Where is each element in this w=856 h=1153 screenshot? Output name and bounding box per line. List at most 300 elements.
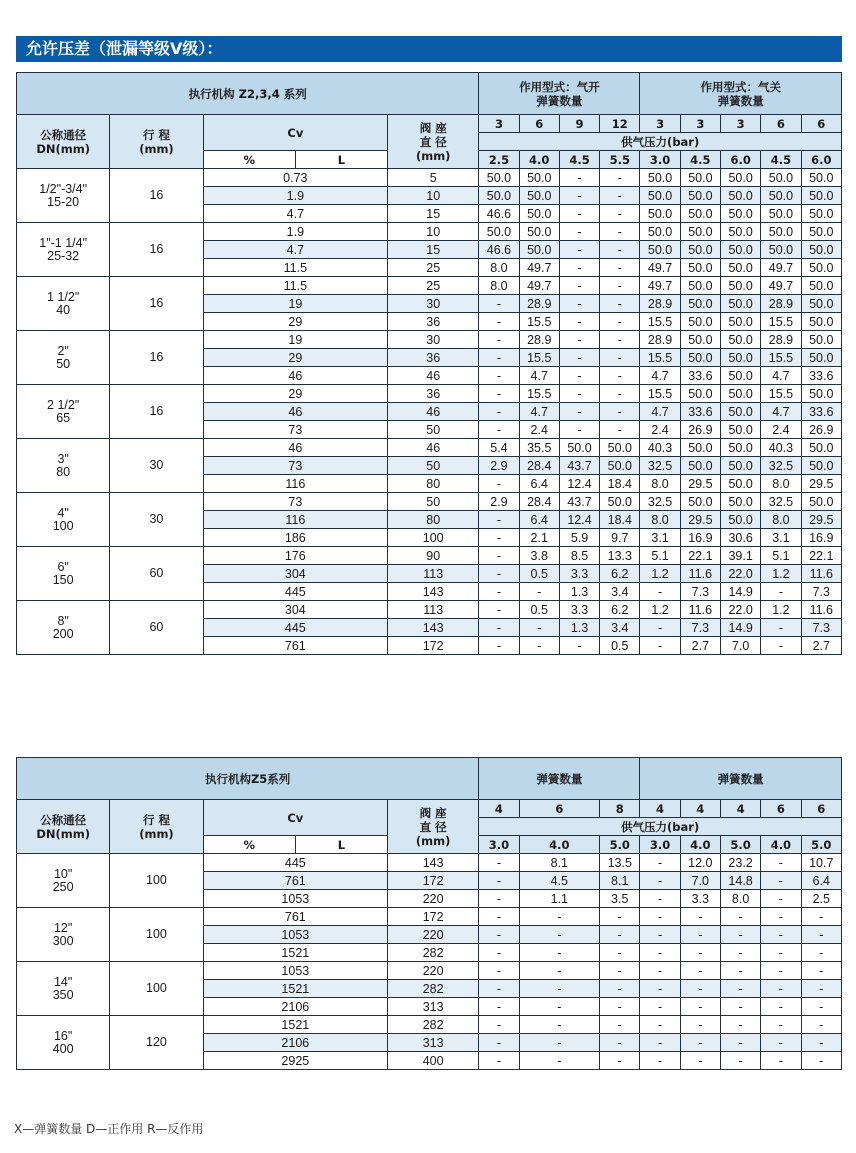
- pressure-cell: -: [761, 890, 801, 908]
- cv-percent-header: %: [203, 836, 295, 854]
- pressure-cell: -: [479, 637, 519, 655]
- series-title: 执行机构 Z2,3,4 系列: [17, 73, 479, 115]
- pressure-cell: 50.0: [721, 385, 761, 403]
- cv-cell: 1521: [203, 980, 387, 998]
- pressure-cell: -: [479, 313, 519, 331]
- pressure-cell: -: [761, 926, 801, 944]
- pressure-cell: 50.0: [600, 493, 640, 511]
- spring-count: 8: [600, 800, 640, 818]
- pressure-cell: -: [519, 926, 600, 944]
- pressure-cell: -: [559, 403, 599, 421]
- cv-cell: 46: [203, 403, 388, 421]
- dn-cell: 3" 80: [17, 439, 110, 493]
- cv-cell: 1521: [203, 944, 387, 962]
- pressure-cell: -: [640, 890, 680, 908]
- pressure-cell: -: [720, 1016, 760, 1034]
- pressure-cell: -: [479, 962, 519, 980]
- spring-count: 3: [640, 115, 680, 133]
- pressure-cell: -: [519, 637, 559, 655]
- pressure-cell: 14.9: [721, 619, 761, 637]
- spring-count: 4: [479, 800, 519, 818]
- supply-pressure: 4.0: [519, 151, 559, 169]
- seat-cell: 80: [388, 511, 479, 529]
- pressure-cell: -: [479, 1034, 519, 1052]
- pressure-cell: -: [720, 1034, 760, 1052]
- pressure-cell: 50.0: [801, 277, 841, 295]
- pressure-cell: -: [761, 872, 801, 890]
- cv-cell: 116: [203, 511, 388, 529]
- pressure-cell: -: [600, 349, 640, 367]
- pressure-cell: 49.7: [519, 277, 559, 295]
- pressure-cell: 28.9: [640, 295, 680, 313]
- pressure-cell: 50.0: [721, 313, 761, 331]
- cv-cell: 19: [203, 295, 388, 313]
- series-title: 执行机构Z5系列: [17, 758, 479, 800]
- pressure-cell: 15.5: [640, 313, 680, 331]
- pressure-cell: 15.5: [761, 313, 801, 331]
- pressure-cell: 50.0: [600, 439, 640, 457]
- pressure-cell: -: [600, 421, 640, 439]
- pressure-cell: -: [720, 908, 760, 926]
- cv-header: Cv: [203, 800, 387, 836]
- cv-cell: 445: [203, 583, 388, 601]
- cv-cell: 445: [203, 854, 387, 872]
- pressure-cell: 50.0: [640, 169, 680, 187]
- pressure-cell: 33.6: [680, 367, 720, 385]
- pressure-cell: -: [519, 583, 559, 601]
- pressure-cell: -: [600, 331, 640, 349]
- pressure-cell: 32.5: [761, 457, 801, 475]
- table-row: [17, 493, 842, 511]
- pressure-cell: 8.5: [559, 547, 599, 565]
- cv-cell: 2106: [203, 998, 387, 1016]
- pressure-cell: -: [680, 1034, 720, 1052]
- pressure-cell: 3.5: [600, 890, 640, 908]
- pressure-cell: 50.0: [680, 331, 720, 349]
- pressure-cell: 7.3: [680, 583, 720, 601]
- cv-linear-header: L: [295, 151, 387, 169]
- table-row: [17, 277, 842, 295]
- cv-cell: 1.9: [203, 187, 388, 205]
- pressure-cell: -: [559, 313, 599, 331]
- pressure-cell: 28.4: [519, 493, 559, 511]
- pressure-cell: 32.5: [640, 457, 680, 475]
- cv-cell: 445: [203, 619, 388, 637]
- pressure-cell: -: [479, 331, 519, 349]
- seat-cell: 143: [388, 854, 479, 872]
- pressure-cell: -: [600, 1016, 640, 1034]
- stroke-cell: 120: [110, 1016, 203, 1070]
- pressure-cell: -: [720, 962, 760, 980]
- pressure-cell: 50.0: [721, 511, 761, 529]
- cv-cell: 19: [203, 331, 388, 349]
- pressure-cell: -: [479, 349, 519, 367]
- pressure-cell: -: [801, 926, 841, 944]
- pressure-cell: -: [720, 926, 760, 944]
- seat-cell: 46: [388, 367, 479, 385]
- pressure-cell: 26.9: [801, 421, 841, 439]
- supply-pressure: 3.0: [640, 151, 680, 169]
- pressure-cell: 3.3: [559, 601, 599, 619]
- pressure-cell: -: [600, 980, 640, 998]
- pressure-cell: 50.0: [721, 493, 761, 511]
- pressure-cell: -: [519, 1034, 600, 1052]
- pressure-cell: 3.3: [559, 565, 599, 583]
- pressure-cell: 50.0: [721, 295, 761, 313]
- pressure-cell: 33.6: [801, 403, 841, 421]
- pressure-cell: 50.0: [801, 313, 841, 331]
- pressure-cell: 8.0: [761, 511, 801, 529]
- pressure-cell: -: [479, 547, 519, 565]
- pressure-cell: -: [600, 908, 640, 926]
- cv-header: Cv: [203, 115, 388, 151]
- pressure-cell: 50.0: [680, 259, 720, 277]
- pressure-cell: -: [680, 1052, 720, 1070]
- pressure-cell: 50.0: [680, 493, 720, 511]
- pressure-cell: 50.0: [680, 205, 720, 223]
- cv-cell: 1.9: [203, 223, 388, 241]
- pressure-cell: -: [680, 908, 720, 926]
- pressure-cell: -: [600, 926, 640, 944]
- pressure-cell: 15.5: [519, 349, 559, 367]
- pressure-cell: 7.3: [680, 619, 720, 637]
- pressure-cell: -: [761, 583, 801, 601]
- table-row: [17, 908, 842, 926]
- pressure-cell: -: [801, 908, 841, 926]
- pressure-cell: -: [761, 980, 801, 998]
- pressure-cell: 15.5: [519, 385, 559, 403]
- dn-cell: 10" 250: [17, 854, 110, 908]
- stroke-header: 行 程 (mm): [110, 115, 203, 169]
- pressure-cell: -: [559, 637, 599, 655]
- pressure-cell: 15.5: [519, 313, 559, 331]
- pressure-cell: -: [479, 385, 519, 403]
- pressure-cell: 50.0: [640, 187, 680, 205]
- pressure-cell: 28.9: [519, 295, 559, 313]
- stroke-cell: 100: [110, 854, 203, 908]
- pressure-cell: 28.4: [519, 457, 559, 475]
- seat-cell: 50: [388, 421, 479, 439]
- pressure-cell: 8.0: [479, 277, 519, 295]
- pressure-cell: -: [801, 980, 841, 998]
- pressure-cell: 2.5: [801, 890, 841, 908]
- pressure-cell: 50.0: [680, 385, 720, 403]
- pressure-cell: -: [479, 529, 519, 547]
- pressure-cell: -: [600, 295, 640, 313]
- pressure-cell: 50.0: [801, 457, 841, 475]
- pressure-cell: -: [640, 908, 680, 926]
- spring-count: 9: [559, 115, 599, 133]
- seat-cell: 15: [388, 241, 479, 259]
- stroke-cell: 30: [110, 439, 203, 493]
- pressure-cell: -: [640, 1034, 680, 1052]
- supply-pressure-label: 供气压力(bar): [479, 133, 842, 151]
- pressure-cell: 50.0: [600, 457, 640, 475]
- pressure-cell: 50.0: [680, 295, 720, 313]
- pressure-cell: 50.0: [721, 169, 761, 187]
- dn-cell: 8" 200: [17, 601, 110, 655]
- supply-pressure-label: 供气压力(bar): [479, 818, 842, 836]
- pressure-cell: -: [559, 241, 599, 259]
- pressure-cell: 50.0: [801, 205, 841, 223]
- open-type-header: 弹簧数量: [479, 758, 640, 800]
- pressure-cell: -: [559, 259, 599, 277]
- pressure-cell: 5.9: [559, 529, 599, 547]
- pressure-cell: 50.0: [721, 475, 761, 493]
- pressure-cell: 1.2: [761, 601, 801, 619]
- dn-cell: 16" 400: [17, 1016, 110, 1070]
- pressure-cell: -: [680, 962, 720, 980]
- pressure-cell: 50.0: [721, 421, 761, 439]
- pressure-cell: -: [600, 944, 640, 962]
- pressure-cell: -: [479, 854, 519, 872]
- dn-header: 公称通径 DN(mm): [17, 115, 110, 169]
- pressure-cell: -: [479, 511, 519, 529]
- table-row: [17, 331, 842, 349]
- pressure-cell: -: [761, 944, 801, 962]
- pressure-cell: 6.2: [600, 565, 640, 583]
- pressure-cell: -: [519, 944, 600, 962]
- pressure-cell: 8.0: [479, 259, 519, 277]
- pressure-cell: 29.5: [680, 511, 720, 529]
- pressure-cell: 50.0: [801, 241, 841, 259]
- pressure-cell: 35.5: [519, 439, 559, 457]
- seat-cell: 143: [388, 619, 479, 637]
- dn-cell: 12" 300: [17, 908, 110, 962]
- pressure-cell: 28.9: [761, 331, 801, 349]
- pressure-cell: 50.0: [680, 457, 720, 475]
- pressure-cell: 30.6: [721, 529, 761, 547]
- pressure-cell: -: [600, 259, 640, 277]
- stroke-cell: 16: [110, 385, 203, 439]
- pressure-cell: 50.0: [680, 241, 720, 259]
- pressure-cell: -: [720, 998, 760, 1016]
- pressure-cell: -: [600, 277, 640, 295]
- seat-cell: 25: [388, 277, 479, 295]
- pressure-cell: 29.5: [801, 511, 841, 529]
- pressure-cell: 3.1: [761, 529, 801, 547]
- pressure-cell: -: [559, 367, 599, 385]
- pressure-cell: 15.5: [640, 349, 680, 367]
- dn-header: 公称通径 DN(mm): [17, 800, 110, 854]
- pressure-cell: 22.1: [680, 547, 720, 565]
- pressure-cell: 50.0: [559, 439, 599, 457]
- footnote: X—弹簧数量 D—正作用 R—反作用: [14, 1122, 204, 1136]
- pressure-cell: 28.9: [640, 331, 680, 349]
- cv-cell: 73: [203, 493, 388, 511]
- pressure-cell: -: [479, 583, 519, 601]
- pressure-cell: -: [479, 1052, 519, 1070]
- pressure-cell: 39.1: [721, 547, 761, 565]
- pressure-cell: -: [600, 385, 640, 403]
- pressure-cell: 2.7: [680, 637, 720, 655]
- pressure-cell: 29.5: [680, 475, 720, 493]
- pressure-cell: 50.0: [680, 349, 720, 367]
- pressure-cell: -: [680, 998, 720, 1016]
- pressure-cell: 4.7: [761, 403, 801, 421]
- pressure-cell: -: [479, 421, 519, 439]
- pressure-cell: 3.4: [600, 619, 640, 637]
- pressure-cell: -: [479, 475, 519, 493]
- cv-cell: 761: [203, 872, 387, 890]
- pressure-cell: 3.8: [519, 547, 559, 565]
- seat-cell: 5: [388, 169, 479, 187]
- pressure-cell: -: [640, 962, 680, 980]
- pressure-cell: -: [479, 295, 519, 313]
- pressure-cell: 28.9: [761, 295, 801, 313]
- pressure-cell: 50.0: [640, 205, 680, 223]
- supply-pressure: 3.0: [479, 836, 519, 854]
- pressure-cell: -: [600, 241, 640, 259]
- pressure-cell: 50.0: [479, 169, 519, 187]
- pressure-cell: 50.0: [721, 223, 761, 241]
- pressure-cell: -: [479, 1016, 519, 1034]
- pressure-cell: -: [559, 385, 599, 403]
- dn-cell: 1/2"-3/4" 15-20: [17, 169, 110, 223]
- pressure-cell: 49.7: [761, 259, 801, 277]
- pressure-cell: 50.0: [721, 439, 761, 457]
- cv-cell: 761: [203, 908, 387, 926]
- pressure-cell: 46.6: [479, 205, 519, 223]
- table-row: [17, 169, 842, 187]
- pressure-cell: 50.0: [761, 169, 801, 187]
- pressure-cell: 50.0: [801, 349, 841, 367]
- dn-cell: 4" 100: [17, 493, 110, 547]
- pressure-cell: 50.0: [680, 277, 720, 295]
- pressure-cell: 7.0: [721, 637, 761, 655]
- pressure-cell: 1.3: [559, 619, 599, 637]
- stroke-cell: 100: [110, 962, 203, 1016]
- pressure-cell: 0.5: [600, 637, 640, 655]
- pressure-cell: -: [801, 1052, 841, 1070]
- pressure-cell: -: [559, 169, 599, 187]
- seat-cell: 30: [388, 295, 479, 313]
- pressure-cell: 2.4: [519, 421, 559, 439]
- pressure-cell: 50.0: [519, 169, 559, 187]
- cv-cell: 29: [203, 313, 388, 331]
- pressure-cell: -: [761, 619, 801, 637]
- pressure-cell: 50.0: [680, 223, 720, 241]
- pressure-cell: 1.2: [640, 601, 680, 619]
- pressure-cell: -: [519, 980, 600, 998]
- spring-count: 4: [640, 800, 680, 818]
- table-row: [17, 439, 842, 457]
- cv-cell: 73: [203, 457, 388, 475]
- pressure-cell: 32.5: [761, 493, 801, 511]
- pressure-cell: -: [519, 1016, 600, 1034]
- cv-cell: 73: [203, 421, 388, 439]
- pressure-cell: -: [801, 944, 841, 962]
- pressure-cell: 3.4: [600, 583, 640, 601]
- spring-count: 6: [801, 115, 841, 133]
- pressure-cell: 10.7: [801, 854, 841, 872]
- seat-cell: 220: [388, 926, 479, 944]
- pressure-cell: -: [640, 998, 680, 1016]
- pressure-cell: 50.0: [801, 187, 841, 205]
- pressure-cell: 0.5: [519, 565, 559, 583]
- pressure-cell: 8.1: [519, 854, 600, 872]
- pressure-cell: -: [479, 601, 519, 619]
- pressure-cell: -: [600, 998, 640, 1016]
- pressure-cell: -: [559, 295, 599, 313]
- pressure-cell: -: [720, 944, 760, 962]
- pressure-cell: -: [600, 205, 640, 223]
- seat-cell: 15: [388, 205, 479, 223]
- pressure-cell: 50.0: [680, 439, 720, 457]
- pressure-cell: 50.0: [519, 205, 559, 223]
- cv-cell: 1053: [203, 926, 387, 944]
- cv-cell: 761: [203, 637, 388, 655]
- cv-cell: 29: [203, 349, 388, 367]
- pressure-cell: 28.9: [519, 331, 559, 349]
- pressure-cell: -: [479, 367, 519, 385]
- seat-cell: 46: [388, 403, 479, 421]
- seat-cell: 30: [388, 331, 479, 349]
- pressure-cell: 15.5: [761, 385, 801, 403]
- table-row: [17, 223, 842, 241]
- pressure-cell: -: [640, 872, 680, 890]
- pressure-cell: -: [801, 998, 841, 1016]
- pressure-cell: -: [761, 998, 801, 1016]
- pressure-cell: 4.7: [640, 367, 680, 385]
- pressure-cell: 50.0: [479, 223, 519, 241]
- spring-count: 6: [761, 800, 801, 818]
- pressure-cell: 2.4: [640, 421, 680, 439]
- table-row: [17, 1016, 842, 1034]
- seat-cell: 10: [388, 187, 479, 205]
- seat-cell: 113: [388, 601, 479, 619]
- cv-cell: 4.7: [203, 241, 388, 259]
- seat-cell: 282: [388, 944, 479, 962]
- pressure-cell: 50.0: [680, 169, 720, 187]
- seat-cell: 50: [388, 457, 479, 475]
- pressure-cell: 22.1: [801, 547, 841, 565]
- page-title: 允许压差（泄漏等级V级）：: [16, 36, 842, 62]
- pressure-cell: -: [479, 926, 519, 944]
- pressure-cell: 50.0: [721, 187, 761, 205]
- pressure-cell: 1.3: [559, 583, 599, 601]
- seat-cell: 172: [388, 637, 479, 655]
- pressure-cell: 15.5: [640, 385, 680, 403]
- pressure-cell: 6.4: [801, 872, 841, 890]
- pressure-cell: 50.0: [519, 241, 559, 259]
- pressure-cell: -: [640, 619, 680, 637]
- pressure-cell: -: [519, 908, 600, 926]
- cv-cell: 11.5: [203, 277, 388, 295]
- cv-cell: 1053: [203, 890, 387, 908]
- dn-cell: 6" 150: [17, 547, 110, 601]
- pressure-cell: 5.1: [640, 547, 680, 565]
- table-row: [17, 962, 842, 980]
- pressure-cell: -: [640, 583, 680, 601]
- seat-cell: 50: [388, 493, 479, 511]
- pressure-cell: -: [640, 926, 680, 944]
- pressure-cell: -: [479, 908, 519, 926]
- pressure-cell: 29.5: [801, 475, 841, 493]
- pressure-cell: 14.9: [721, 583, 761, 601]
- cv-percent-header: %: [203, 151, 295, 169]
- pressure-cell: -: [600, 187, 640, 205]
- pressure-cell: -: [479, 944, 519, 962]
- stroke-cell: 60: [110, 601, 203, 655]
- table-row: [17, 547, 842, 565]
- pressure-cell: 7.0: [680, 872, 720, 890]
- pressure-cell: -: [761, 1016, 801, 1034]
- table-row: [17, 385, 842, 403]
- cv-cell: 116: [203, 475, 388, 493]
- pressure-table-z5: [16, 757, 842, 1070]
- cv-cell: 1053: [203, 962, 387, 980]
